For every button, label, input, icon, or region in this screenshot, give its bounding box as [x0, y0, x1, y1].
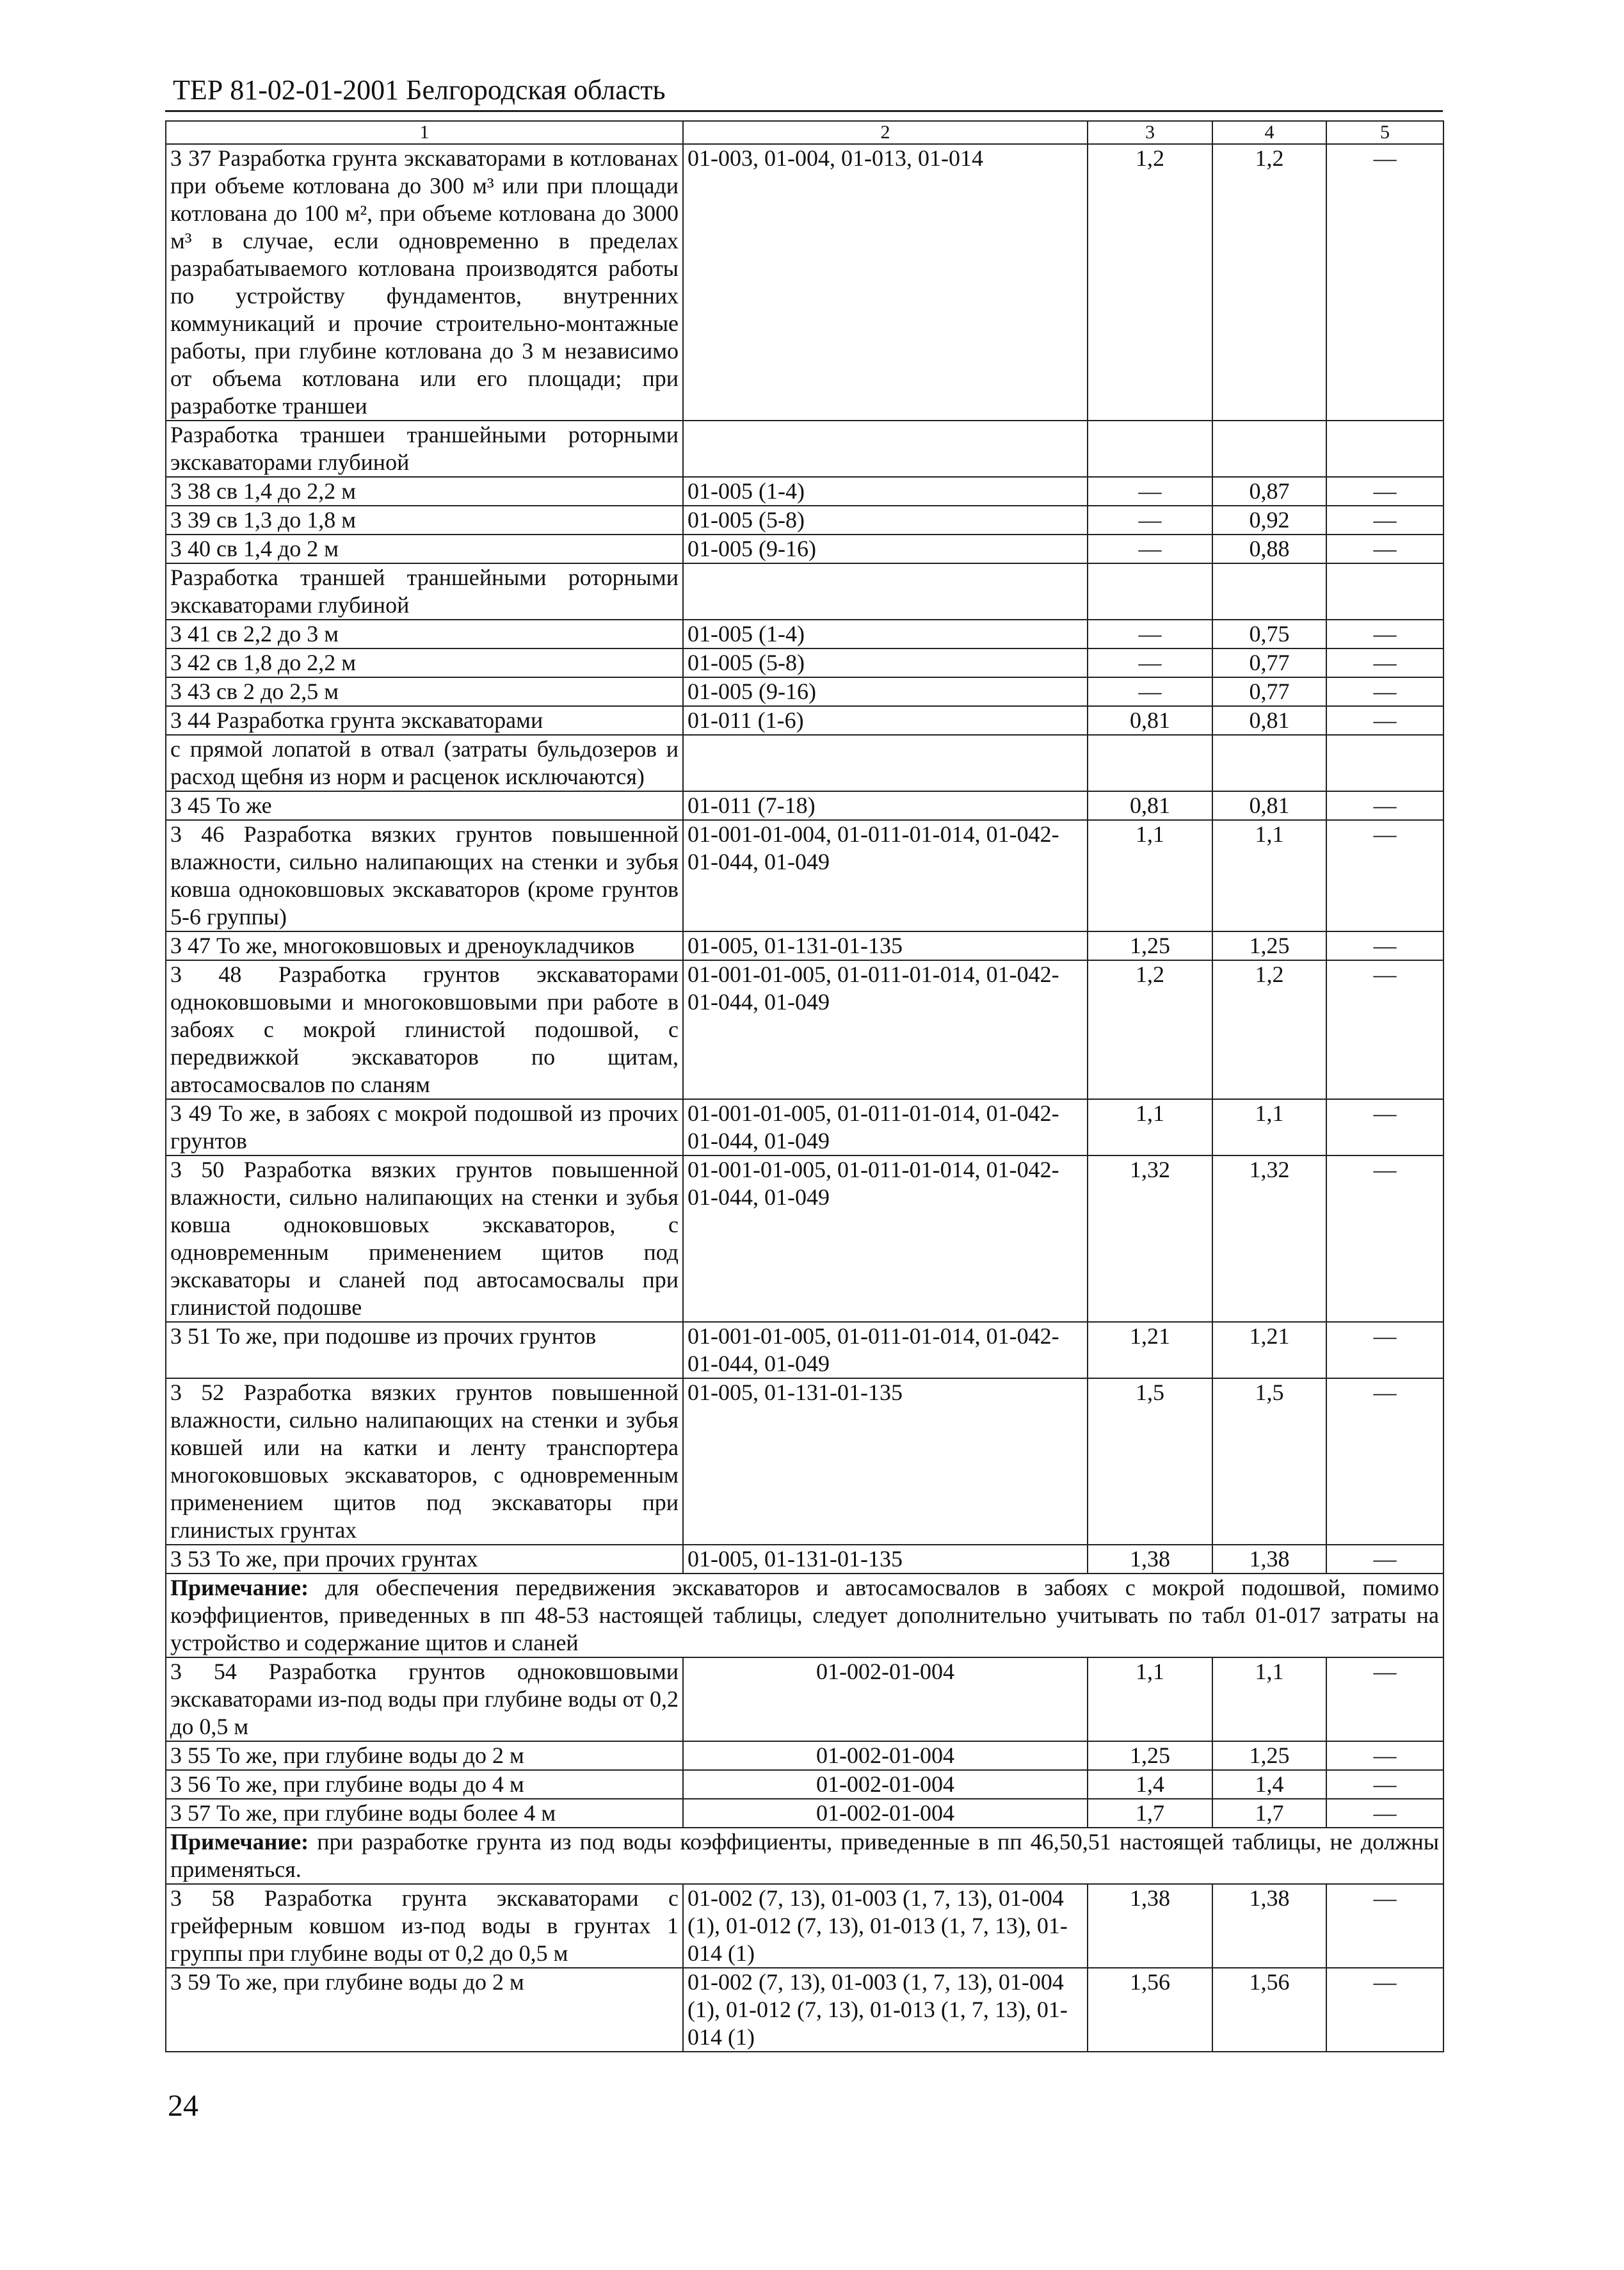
cell-description: 3 39 св 1,3 до 1,8 м — [166, 506, 683, 535]
cell-coef-5: — — [1326, 144, 1443, 421]
cell-coef-5: — — [1326, 1741, 1443, 1770]
cell-reference: 01-005, 01-131-01-135 — [683, 1378, 1088, 1545]
cell-reference: 01-002-01-004 — [683, 1799, 1088, 1828]
table-row — [166, 1322, 1443, 1378]
cell-coef-3: — — [1088, 620, 1212, 648]
cell-coef-4: 1,7 — [1212, 1799, 1326, 1828]
table-header-row — [166, 121, 1443, 144]
cell-coef-4: 1,38 — [1212, 1545, 1326, 1574]
cell-reference: 01-005 (9-16) — [683, 677, 1088, 706]
table-row — [166, 563, 1443, 620]
cell-reference: 01-011 (7-18) — [683, 791, 1088, 820]
cell-description: 3 47 То же, многоковшовых и дреноукладчиков — [166, 931, 683, 960]
cell-description: 3 37 Разработка грунта экскаваторами в котлованах при объеме котлована до 300 м³ или при площади котлована до 100 м², при объеме котлована до 3000 м³ в случае, если одновременно в пределах разрабатываемого котлована производятся работы по устройству фундаментов, внутренних коммуникаций и прочие строительно-монтажные работы, при глубине котлована до 3 м независимо от объема котлована или его площади; при разработке траншеи — [166, 144, 683, 421]
table-row — [166, 506, 1443, 535]
cell-coef-3: — — [1088, 506, 1212, 535]
column-header-2: 2 — [683, 121, 1088, 144]
cell-reference: 01-005 (1-4) — [683, 620, 1088, 648]
cell-coef-5: — — [1326, 648, 1443, 677]
cell-coef-4: 1,38 — [1212, 1884, 1326, 1968]
cell-coef-5: — — [1326, 1884, 1443, 1968]
cell-description: 3 38 св 1,4 до 2,2 м — [166, 477, 683, 506]
table-row — [166, 735, 1443, 791]
cell-description: Разработка траншеи траншейными роторными экскаваторами глубиной — [166, 421, 683, 477]
note-text: при разработке грунта из под воды коэффициенты, приведенные в пп 46,50,51 настоящей таблицы, не должны применяться. — [170, 1829, 1439, 1882]
cell-coef-4: 0,75 — [1212, 620, 1326, 648]
cell-coef-3: — — [1088, 648, 1212, 677]
cell-coef-5 — [1326, 421, 1443, 477]
cell-coef-3: 1,21 — [1088, 1322, 1212, 1378]
cell-reference: 01-005 (9-16) — [683, 535, 1088, 563]
table-row — [166, 1545, 1443, 1574]
table-row — [166, 620, 1443, 648]
table-note — [166, 1574, 1443, 1657]
table-row — [166, 421, 1443, 477]
cell-reference: 01-001-01-005, 01-011-01-014, 01-042-01-044, 01-049 — [683, 1155, 1088, 1322]
cell-reference: 01-002 (7, 13), 01-003 (1, 7, 13), 01-004 (1), 01-012 (7, 13), 01-013 (1, 7, 13), 01-014 (1) — [683, 1968, 1088, 2052]
table-row — [166, 1657, 1443, 1741]
cell-coef-3: 1,38 — [1088, 1884, 1212, 1968]
cell-description: 3 46 Разработка вязких грунтов повышенной влажности, сильно налипающих на стенки и зубья ковша одноковшовых экскаваторов (кроме грунтов 5-6 группы) — [166, 820, 683, 931]
cell-coef-3: 1,25 — [1088, 931, 1212, 960]
cell-description: Разработка траншей траншейными роторными экскаваторами глубиной — [166, 563, 683, 620]
page-header: ТЕР 81-02-01-2001 Белгородская область — [173, 74, 666, 106]
cell-reference: 01-001-01-004, 01-011-01-014, 01-042-01-044, 01-049 — [683, 820, 1088, 931]
cell-description: 3 43 св 2 до 2,5 м — [166, 677, 683, 706]
cell-reference: 01-001-01-005, 01-011-01-014, 01-042-01-044, 01-049 — [683, 1099, 1088, 1155]
cell-reference: 01-005 (5-8) — [683, 648, 1088, 677]
table-note-row — [166, 1574, 1443, 1657]
cell-coef-4 — [1212, 563, 1326, 620]
cell-coef-5: — — [1326, 706, 1443, 735]
table-row — [166, 1770, 1443, 1799]
cell-coef-5: — — [1326, 1799, 1443, 1828]
cell-coef-5: — — [1326, 1657, 1443, 1741]
table-row — [166, 1741, 1443, 1770]
cell-coef-3: 0,81 — [1088, 791, 1212, 820]
cell-description: 3 42 св 1,8 до 2,2 м — [166, 648, 683, 677]
cell-coef-5: — — [1326, 1545, 1443, 1574]
table-row — [166, 677, 1443, 706]
cell-reference: 01-005 (5-8) — [683, 506, 1088, 535]
cell-reference — [683, 735, 1088, 791]
cell-description: 3 58 Разработка грунта экскаваторами с грейферным ковшом из-под воды в грунтах 1 группы при глубине воды от 0,2 до 0,5 м — [166, 1884, 683, 1968]
cell-description: 3 53 То же, при прочих грунтах — [166, 1545, 683, 1574]
cell-coef-5: — — [1326, 1378, 1443, 1545]
cell-coef-5: — — [1326, 791, 1443, 820]
cell-description: с прямой лопатой в отвал (затраты бульдозеров и расход щебня из норм и расценок исключаются) — [166, 735, 683, 791]
cell-coef-3 — [1088, 421, 1212, 477]
cell-reference: 01-001-01-005, 01-011-01-014, 01-042-01-044, 01-049 — [683, 960, 1088, 1099]
table-row — [166, 931, 1443, 960]
cell-coef-3: 1,1 — [1088, 1099, 1212, 1155]
cell-coef-3: 1,5 — [1088, 1378, 1212, 1545]
cell-reference: 01-005, 01-131-01-135 — [683, 931, 1088, 960]
table-row — [166, 1884, 1443, 1968]
cell-coef-5: — — [1326, 960, 1443, 1099]
cell-coef-5: — — [1326, 506, 1443, 535]
cell-coef-3: 1,25 — [1088, 1741, 1212, 1770]
cell-reference: 01-001-01-005, 01-011-01-014, 01-042-01-044, 01-049 — [683, 1322, 1088, 1378]
cell-reference: 01-003, 01-004, 01-013, 01-014 — [683, 144, 1088, 421]
cell-description: 3 54 Разработка грунтов одноковшовыми экскаваторами из-под воды при глубине воды от 0,2 до 0,5 м — [166, 1657, 683, 1741]
cell-coef-5: — — [1326, 1968, 1443, 2052]
cell-coef-3: 1,38 — [1088, 1545, 1212, 1574]
cell-reference: 01-005 (1-4) — [683, 477, 1088, 506]
cell-coef-3: 1,2 — [1088, 144, 1212, 421]
table-row — [166, 477, 1443, 506]
cell-description: 3 55 То же, при глубине воды до 2 м — [166, 1741, 683, 1770]
column-header-4: 4 — [1212, 121, 1326, 144]
cell-reference: 01-011 (1-6) — [683, 706, 1088, 735]
cell-coef-5: — — [1326, 1099, 1443, 1155]
column-header-5: 5 — [1326, 121, 1443, 144]
table-row — [166, 1155, 1443, 1322]
cell-coef-3: 1,7 — [1088, 1799, 1212, 1828]
cell-coef-5: — — [1326, 1155, 1443, 1322]
cell-coef-4 — [1212, 735, 1326, 791]
table-body — [166, 121, 1443, 2052]
cell-coef-4: 1,21 — [1212, 1322, 1326, 1378]
cell-reference — [683, 563, 1088, 620]
table-row — [166, 144, 1443, 421]
cell-coef-5: — — [1326, 535, 1443, 563]
coefficients-table — [165, 120, 1444, 2052]
cell-description: 3 52 Разработка вязких грунтов повышенной влажности, сильно налипающих на стенки и зубья ковшей или на катки и ленту транспортера многоковшовых экскаваторов, с одновременным применением щитов под экскаваторы при глинистых грунтах — [166, 1378, 683, 1545]
table-row — [166, 706, 1443, 735]
table-note-row — [166, 1828, 1443, 1884]
page-number: 24 — [168, 2089, 198, 2123]
cell-coef-5: — — [1326, 931, 1443, 960]
cell-coef-5: — — [1326, 1322, 1443, 1378]
cell-coef-4: 0,81 — [1212, 791, 1326, 820]
cell-coef-3: — — [1088, 477, 1212, 506]
cell-coef-5: — — [1326, 820, 1443, 931]
table-row — [166, 960, 1443, 1099]
cell-description: 3 44 Разработка грунта экскаваторами — [166, 706, 683, 735]
cell-coef-3: 1,56 — [1088, 1968, 1212, 2052]
cell-coef-3: 1,1 — [1088, 1657, 1212, 1741]
note-text: для обеспечения передвижения экскаваторов и автосамосвалов в забоях с мокрой подошвой, помимо коэффициентов, приведенных в пп 48-53 настоящей таблицы, следует дополнительно учитывать по табл 01-017 затраты на устройство и содержание щитов и сланей — [170, 1575, 1439, 1655]
cell-description: 3 41 св 2,2 до 3 м — [166, 620, 683, 648]
cell-coef-4: 0,77 — [1212, 677, 1326, 706]
cell-description: 3 40 св 1,4 до 2 м — [166, 535, 683, 563]
header-rule — [165, 110, 1443, 112]
cell-coef-3: 1,1 — [1088, 820, 1212, 931]
cell-reference — [683, 421, 1088, 477]
cell-coef-5 — [1326, 735, 1443, 791]
cell-description: 3 49 То же, в забоях с мокрой подошвой из прочих грунтов — [166, 1099, 683, 1155]
table-row — [166, 1799, 1443, 1828]
cell-coef-4: 0,77 — [1212, 648, 1326, 677]
cell-coef-4: 1,4 — [1212, 1770, 1326, 1799]
cell-coef-4: 1,2 — [1212, 144, 1326, 421]
cell-coef-4: 1,2 — [1212, 960, 1326, 1099]
cell-description: 3 57 То же, при глубине воды более 4 м — [166, 1799, 683, 1828]
cell-description: 3 59 То же, при глубине воды до 2 м — [166, 1968, 683, 2052]
cell-coef-3 — [1088, 735, 1212, 791]
cell-reference: 01-002-01-004 — [683, 1741, 1088, 1770]
cell-coef-3: — — [1088, 535, 1212, 563]
cell-coef-4: 0,92 — [1212, 506, 1326, 535]
cell-description: 3 51 То же, при подошве из прочих грунтов — [166, 1322, 683, 1378]
table-row — [166, 648, 1443, 677]
table-note — [166, 1828, 1443, 1884]
cell-coef-4 — [1212, 421, 1326, 477]
cell-description: 3 56 То же, при глубине воды до 4 м — [166, 1770, 683, 1799]
cell-reference: 01-002 (7, 13), 01-003 (1, 7, 13), 01-004 (1), 01-012 (7, 13), 01-013 (1, 7, 13), 01-014 (1) — [683, 1884, 1088, 1968]
cell-coef-5: — — [1326, 620, 1443, 648]
cell-coef-5 — [1326, 563, 1443, 620]
cell-coef-4: 1,1 — [1212, 820, 1326, 931]
cell-coef-3: — — [1088, 677, 1212, 706]
cell-coef-4: 1,56 — [1212, 1968, 1326, 2052]
table-row — [166, 535, 1443, 563]
note-label: Примечание: — [170, 1575, 309, 1600]
table-row — [166, 791, 1443, 820]
cell-coef-4: 1,1 — [1212, 1657, 1326, 1741]
cell-coef-4: 1,25 — [1212, 1741, 1326, 1770]
note-label: Примечание: — [170, 1829, 309, 1855]
cell-description: 3 50 Разработка вязких грунтов повышенной влажности, сильно налипающих на стенки и зубья ковша одноковшовых экскаваторов, с одновременным применением щитов под экскаваторы и сланей под автосамосвалы при глинистой подошве — [166, 1155, 683, 1322]
cell-coef-3: 1,4 — [1088, 1770, 1212, 1799]
cell-coef-3: 1,2 — [1088, 960, 1212, 1099]
cell-description: 3 45 То же — [166, 791, 683, 820]
cell-coef-3: 1,32 — [1088, 1155, 1212, 1322]
cell-coef-4: 1,25 — [1212, 931, 1326, 960]
coefficients-table-container — [165, 120, 1443, 2052]
column-header-1: 1 — [166, 121, 683, 144]
cell-coef-5: — — [1326, 1770, 1443, 1799]
cell-reference: 01-002-01-004 — [683, 1770, 1088, 1799]
cell-coef-4: 0,81 — [1212, 706, 1326, 735]
cell-reference: 01-005, 01-131-01-135 — [683, 1545, 1088, 1574]
cell-coef-3 — [1088, 563, 1212, 620]
cell-coef-5: — — [1326, 677, 1443, 706]
cell-reference: 01-002-01-004 — [683, 1657, 1088, 1741]
cell-coef-4: 0,88 — [1212, 535, 1326, 563]
cell-description: 3 48 Разработка грунтов экскаваторами одноковшовыми и многоковшовыми при работе в забоях с мокрой глинистой подошвой, с передвижкой экскаваторов по щитам, автосамосвалов по сланям — [166, 960, 683, 1099]
table-row — [166, 1099, 1443, 1155]
table-row — [166, 1968, 1443, 2052]
cell-coef-4: 1,5 — [1212, 1378, 1326, 1545]
column-header-3: 3 — [1088, 121, 1212, 144]
table-row — [166, 1378, 1443, 1545]
cell-coef-4: 0,87 — [1212, 477, 1326, 506]
cell-coef-5: — — [1326, 477, 1443, 506]
table-row — [166, 820, 1443, 931]
cell-coef-4: 1,1 — [1212, 1099, 1326, 1155]
cell-coef-4: 1,32 — [1212, 1155, 1326, 1322]
cell-coef-3: 0,81 — [1088, 706, 1212, 735]
